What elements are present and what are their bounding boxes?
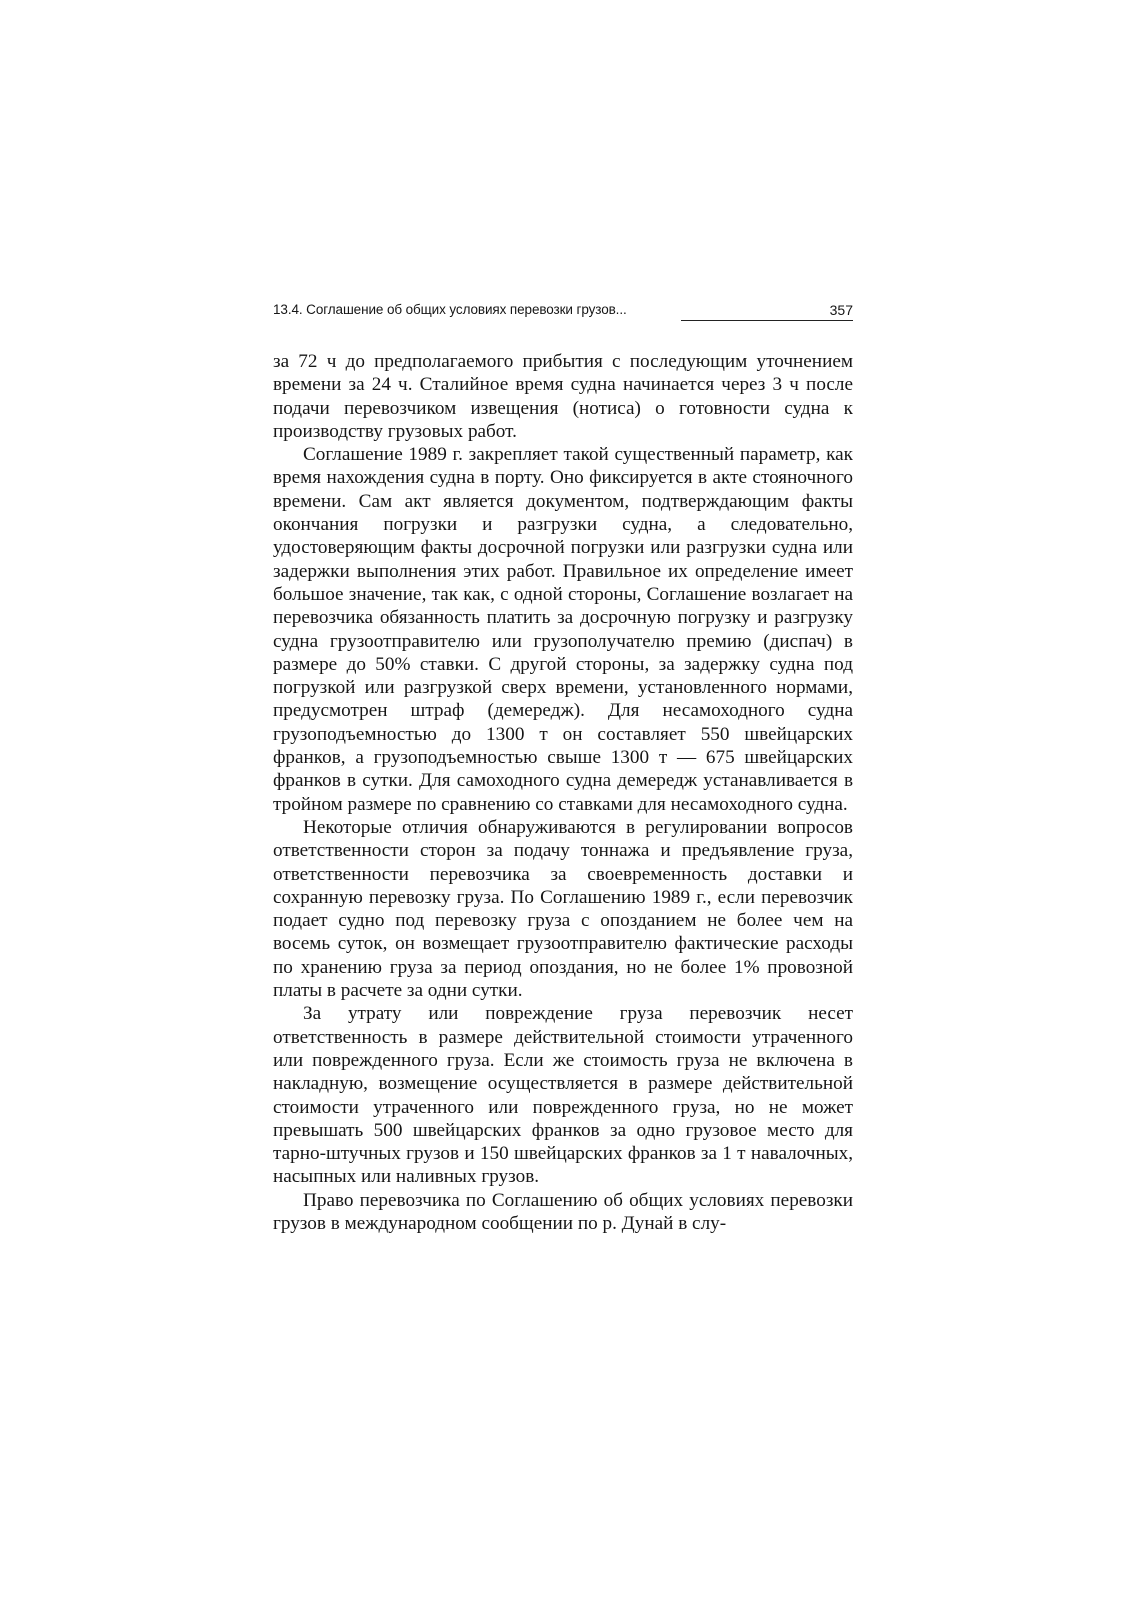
header-rule (681, 320, 853, 321)
paragraph: За утрату или повреждение груза перевозчик несет ответственность в размере действительной стоимости утраченного или поврежденного груза. Если же стоимость груза не включена в накладную, возмещение осуществляется в размере действительной стоимости утраченного или поврежденного груза, но не может превышать 500 швейцарских франков за одно грузовое место для тарно-штучных грузов и 150 швейцарских франков за 1 т навалочных, насыпных или наливных грузов. (273, 1003, 853, 1188)
running-header (273, 300, 853, 322)
paragraph-last: Право перевозчика по Соглашению об общих условиях перевозки грузов в международном сообщении по р. Дунай в слу- (273, 1189, 853, 1234)
page-number: 357 (829, 302, 853, 318)
paragraph-continued: за 72 ч до предполагаемого прибытия с последующим уточнением времени за 24 ч. Сталийное время судна начинается через 3 ч после подачи перевозчиком извещения (нотиса) о готовности судна к производству грузовых работ. (273, 351, 853, 442)
paragraph: Некоторые отличия обнаруживаются в регулировании вопросов ответственности сторон за подачу тоннажа и предъявление груза, ответственности перевозчика за своевременность доставки и сохранную перевозку груза. По Соглашению 1989 г., если перевозчик подает судно под перевозку груза с опозданием не более чем на восемь суток, он возмещает грузоотправителю фактические расходы по хранению груза за период опоздания, но не более 1% провозной платы в расчете за одни сутки. (273, 816, 853, 1002)
running-title: 13.4. Соглашение об общих условиях перевозки грузов... (273, 302, 627, 317)
paragraph: Соглашение 1989 г. закрепляет такой существенный параметр, как время нахождения судна в порту. Оно фиксируется в акте стояночного времени. Сам акт является документом, подтверждающим факты окончания погрузки и разгрузки судна, а следовательно, удостоверяющим факты досрочной погрузки или разгрузки судна или задержки выполнения этих работ. Правильное их определение имеет большое значение, так как, с одной стороны, Соглашение возлагает на перевозчика обязанность платить за досрочную погрузку и разгрузку судна грузоотправителю или грузополучателю премию (диспач) в размере до 50% ставки. С другой стороны, за задержку судна под погрузкой или разгрузкой сверх времени, установленного нормами, предусмотрен штраф (демередж). Для несамоходного судна грузоподъемностью до 1300 т он составляет 550 швейцарских франков, а грузоподъемностью свыше 1300 т — 675 швейцарских франков в сутки. Для самоходного судна демередж устанавливается в тройном размере по сравнению со ставками для несамоходного судна. (273, 444, 853, 815)
body-text (273, 350, 853, 1235)
book-page (273, 300, 853, 1235)
